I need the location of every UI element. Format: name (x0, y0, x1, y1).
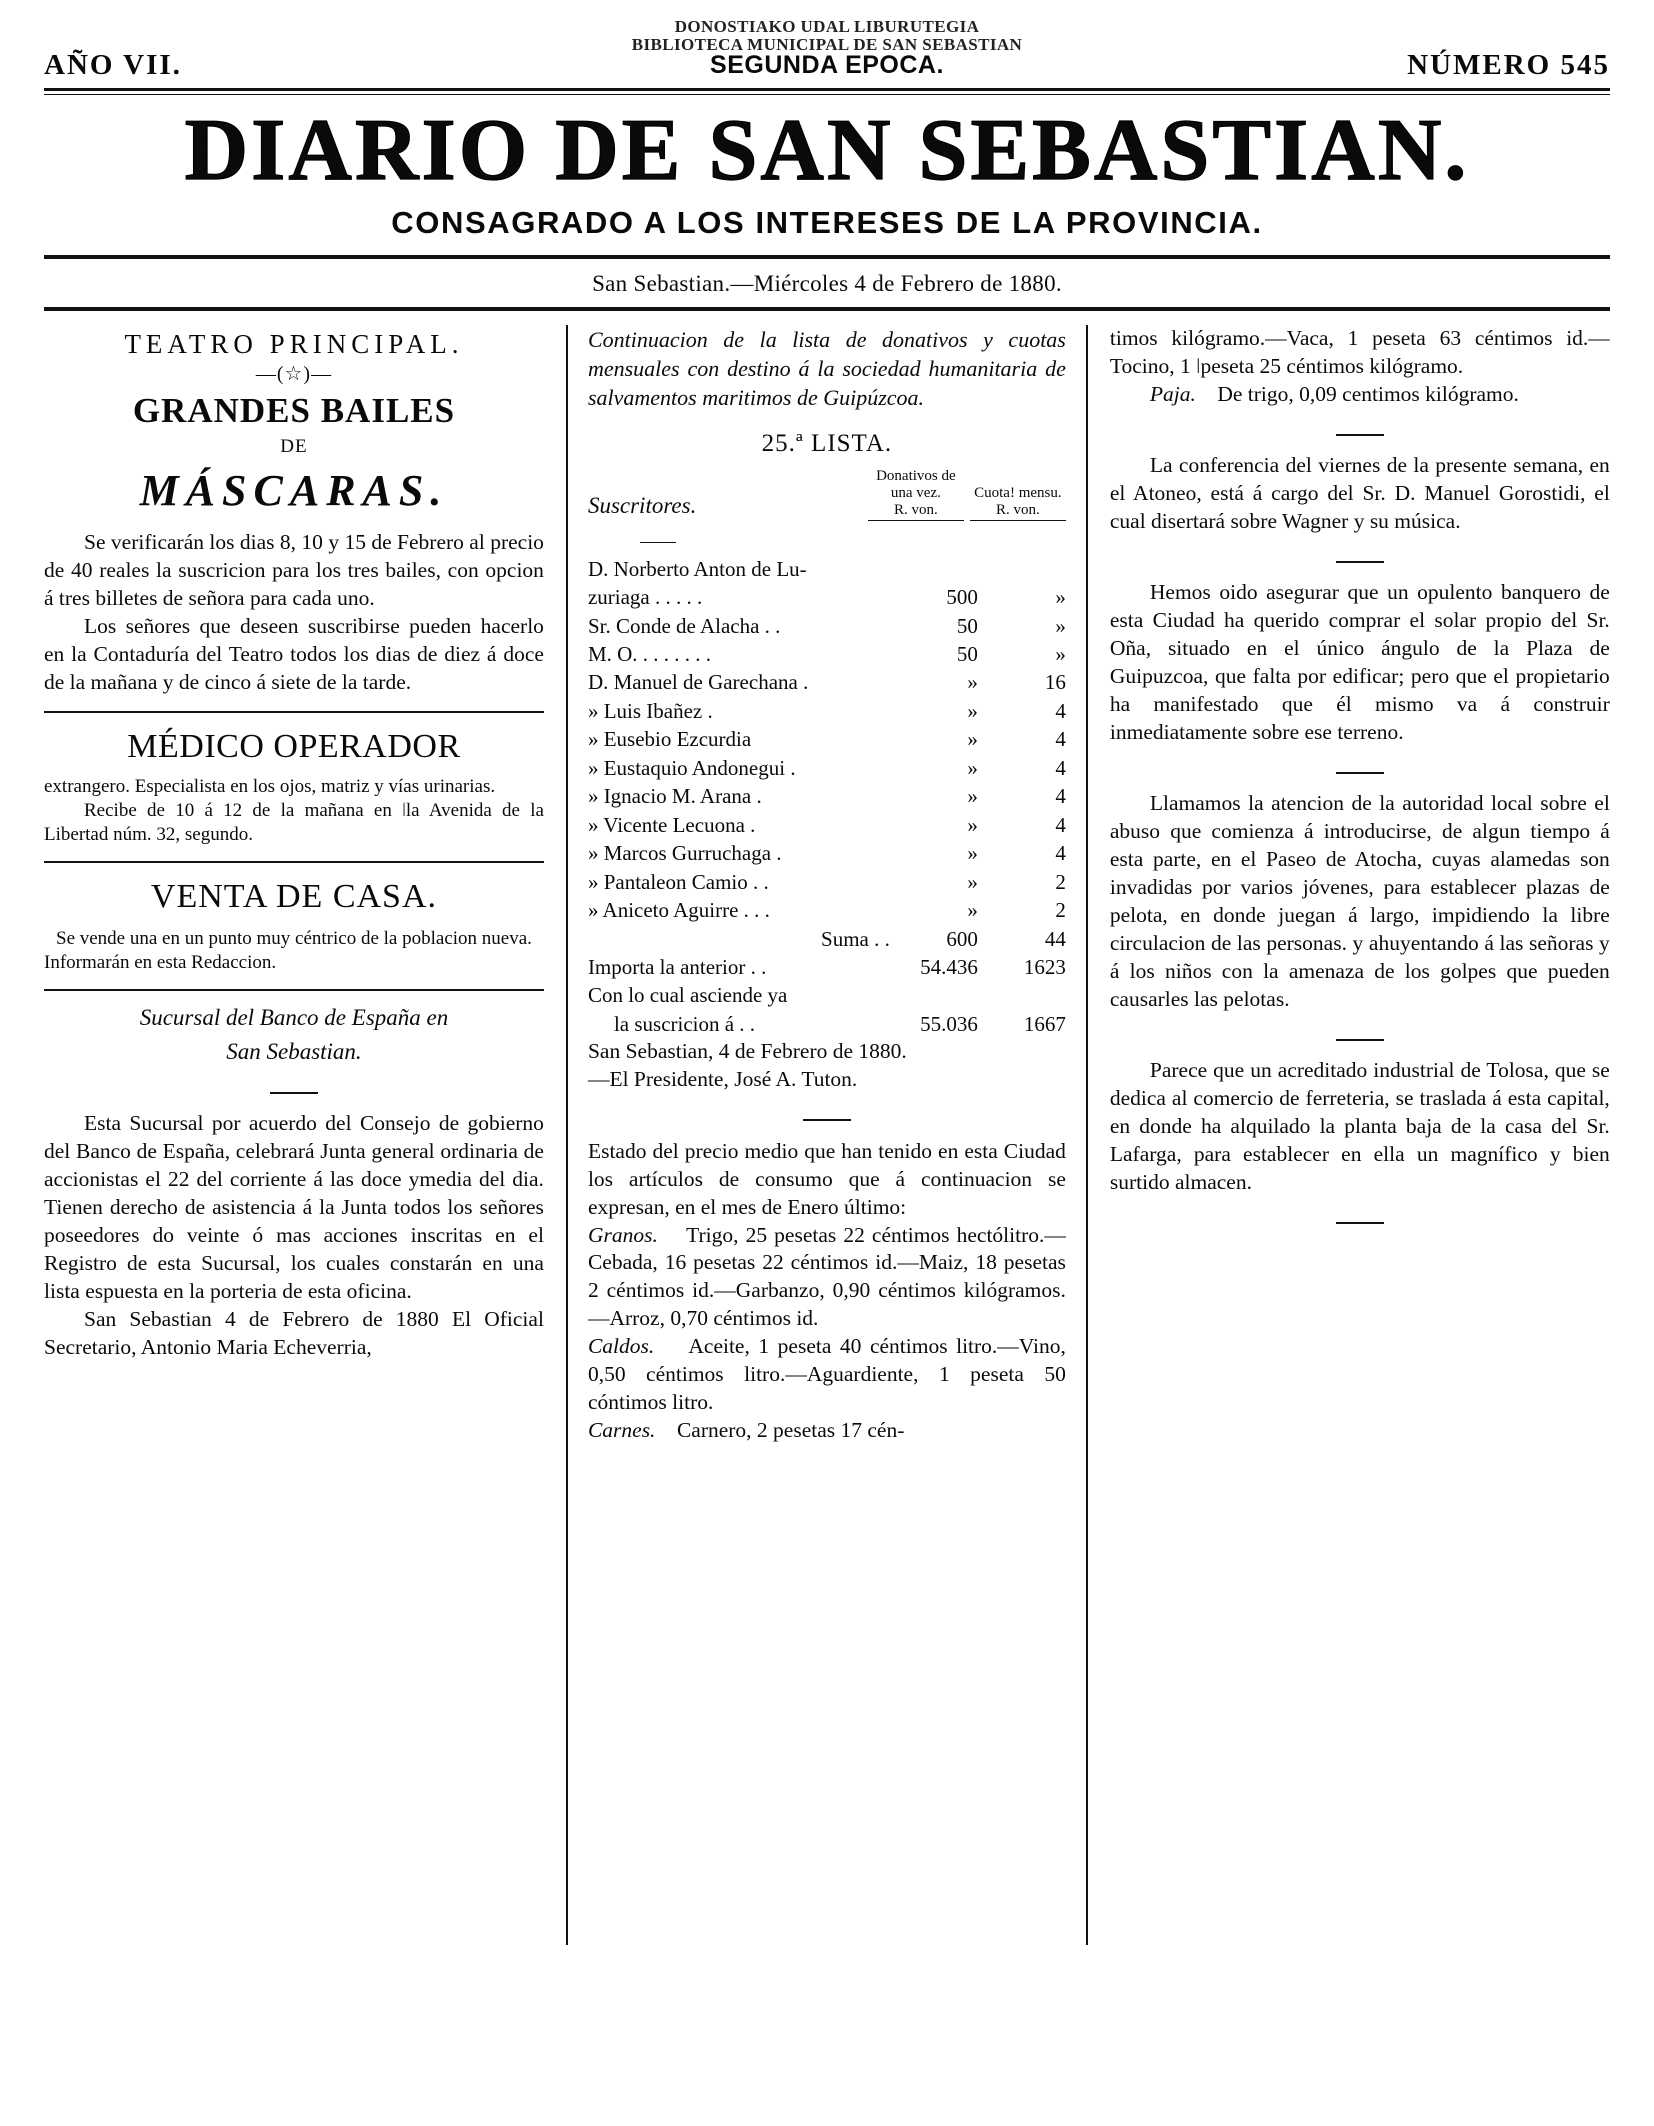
row-donativo: » (967, 755, 978, 780)
dateline: San Sebastian.—Miércoles 4 de Febrero de 1880. (592, 270, 1062, 296)
ad-teatro-paragraph-1: Se verificarán los dias 8, 10 y 15 de Febrero al precio de 40 reales la suscricion para los tres bailes, con opcion á tres billetes de señora para cada uno. (44, 530, 544, 611)
issue-number: NÚMERO 545 (1407, 48, 1610, 81)
row-name-text: » Pantaleon Camio (587, 869, 748, 894)
issue-year: AÑO VII. (44, 48, 182, 81)
row-donativo: » (967, 812, 978, 837)
asciende-label: Con lo cual asciende ya (587, 983, 788, 1008)
carnes-continuation: timos kilógramo.—Vaca, 1 peseta 63 céntimos id.—Tocino, 1 ǀpeseta 25 céntimos kilógramo. (1109, 325, 1610, 378)
row-name (588, 868, 890, 896)
row-cuota: 4 (1055, 812, 1066, 837)
row-leader-dots: . (756, 784, 762, 809)
row-donativo: 50 (956, 613, 978, 638)
ad-venta-paragraph-1: Se vende una en un punto muy céntrico de la poblacion nueva. (56, 928, 532, 949)
row-donativo (890, 555, 978, 583)
columns-area (44, 325, 1610, 1945)
precios-granos-label: Granos. (587, 1222, 658, 1247)
row-cuota: 4 (1055, 755, 1066, 780)
asciende-cuota: 1667 (1023, 1011, 1066, 1036)
suma-cuota: 44 (1044, 926, 1066, 951)
donation-table-head-donativos (868, 468, 964, 520)
row-leader-dots: . (776, 841, 782, 866)
masthead-rule-top (44, 88, 1610, 95)
row-donativo: » (967, 841, 978, 866)
row-leader-dots: . . (764, 613, 781, 638)
row-leader-dots: . . (753, 869, 769, 894)
table-row (588, 725, 1066, 753)
column3-dash-divider-5 (1110, 1207, 1610, 1229)
anterior-cuota: 1623 (1023, 954, 1066, 979)
row-name-text: Sr. Conde de Alacha (587, 613, 760, 638)
page-title: DIARIO DE SAN SEBASTIAN. (184, 101, 1470, 199)
head-donativos-unit: R. von. (893, 501, 938, 518)
row-name (588, 896, 890, 924)
precios-granos-text: Trigo, 25 pesetas 22 céntimos hectólitro.—Cebada, 16 pesetas 22 céntimos id.—Maiz, 18 pesetas 2 céntimos id.—Garbanzo, 0,90 céntimos kilógramos.—Arroz, 0,70 céntimos id. (587, 1222, 1066, 1331)
column1-divider-2 (44, 861, 544, 863)
row-cuota (978, 555, 1066, 583)
table-row (588, 697, 1066, 725)
row-name-text: zuriaga (587, 585, 650, 610)
donation-table-col-label: Suscritores. (587, 492, 697, 518)
donation-table-rule (588, 523, 1066, 551)
column2-dash-divider (588, 1104, 1066, 1126)
ad-medico-operador (44, 725, 544, 847)
library-stamp (44, 18, 1610, 55)
precios-carnes (588, 1417, 1066, 1445)
ad-venta-de-casa (44, 875, 544, 975)
row-cuota: 4 (1055, 784, 1066, 809)
row-name-text: » Vicente Lecuona (587, 812, 745, 837)
column1-divider-1 (44, 711, 544, 713)
precios-paja-label: Paja. (1149, 381, 1196, 406)
column-2 (566, 325, 1088, 1945)
row-name (588, 640, 890, 668)
precios-paja-text: De trigo, 0,09 centimos kilógramo. (1217, 381, 1519, 406)
row-name-text: » Eusebio Ezcurdia (587, 727, 752, 752)
column1-divider-3 (44, 989, 544, 991)
table-row (588, 640, 1066, 668)
row-name (588, 668, 890, 696)
precios-intro: Estado del precio medio que han tenido en esta Ciudad los artículos de consumo que á continuacion se expresan, en el mes de Enero último: (587, 1138, 1066, 1219)
row-leader-dots: . . . . . . . (642, 642, 712, 666)
ad-venta-heading: VENTA DE CASA. (150, 877, 438, 915)
masthead-rule-bottom (44, 307, 1610, 311)
row-name-text: » Ignacio M. Arana (587, 784, 752, 809)
row-donativo: » (967, 784, 978, 809)
table-row (588, 555, 1066, 583)
column3-dash-divider-2 (1110, 546, 1610, 568)
table-row-asciende (588, 1010, 1066, 1038)
library-stamp-line2: BIBLIOTECA MUNICIPAL DE SAN SEBASTIAN (631, 35, 1023, 55)
row-cuota: 2 (1055, 869, 1066, 894)
row-donativo: 50 (956, 642, 978, 666)
precios-caldos-text: Aceite, 1 peseta 40 céntimos litro.—Vino, 0,50 céntimos litro.—Aguardiente, 1 peseta 50 cóntimos litro. (587, 1334, 1066, 1415)
table-row (588, 811, 1066, 839)
banco-dash-divider (44, 1077, 544, 1099)
news-item-3: Llamamos la atencion de la autoridad local sobre el abuso que comienza á introducirse, de algun tiempo á esta parte, en el Paseo de Atocha, cuyas alamedas son invadidas por varios jóvenes, para establecer plazas de pelota, en donde juegan á largo, impidiendo la libre circulacion de las personas. y ahuyentando á las señoras y á los niños con la amenaza de los golpes que pueden causarles las pelotas. (1109, 791, 1610, 1012)
row-cuota: » (1055, 642, 1066, 666)
suma-label: Suma . . (821, 926, 890, 951)
row-donativo: » (967, 670, 978, 695)
row-name (588, 754, 890, 782)
precios-caldos-label: Caldos. (587, 1334, 655, 1359)
anterior-label: Importa la anterior . . (587, 954, 767, 979)
precios-paja (1110, 381, 1610, 409)
row-cuota: 2 (1055, 898, 1066, 923)
column3-dash-divider-3 (1110, 757, 1610, 779)
table-row-anterior (588, 953, 1066, 981)
row-leader-dots: . . . . . (654, 585, 703, 610)
precios-carnes-text: Carnero, 2 pesetas 17 cén- (676, 1418, 905, 1443)
page-subtitle: CONSAGRADO A LOS INTERESES DE LA PROVINCIA. (391, 204, 1263, 240)
head-cuota-text: Cuota! mensu. (974, 485, 1062, 502)
ad-medico-paragraph-2: Recibe de 10 á 12 de la mañana en ǀla Avenida de la Libertad núm. 32, segundo. (44, 799, 544, 845)
row-name-text: » Eustaquio Andonegui (587, 755, 786, 780)
row-cuota: 16 (1044, 670, 1066, 695)
suma-donativo: 600 (946, 926, 978, 951)
donation-signature (588, 1038, 1066, 1094)
table-row (588, 612, 1066, 640)
row-name (588, 612, 890, 640)
ad-teatro-principal (44, 327, 544, 697)
row-cuota: 4 (1055, 727, 1066, 752)
row-donativo: » (967, 869, 978, 894)
ad-teatro-heading2: GRANDES BAILES (132, 390, 456, 430)
row-name (588, 782, 890, 810)
banco-paragraph-1: Esta Sucursal por acuerdo del Consejo de gobierno del Banco de España, celebrará Junta general ordinaria de accionistas el 22 del corriente á las doce ymedia del dia. Tienen derecho de asistencia á la Junta todos los señores poseedores do veinte ó mas acciones inscritas en el Registro de esta Sucursal, los cuales constarán en una lista espuesta en la porteria de esta oficina. (44, 1111, 544, 1303)
donation-table-head-cuota (970, 485, 1066, 521)
donation-table (588, 555, 1066, 1039)
anterior-donativo: 54.436 (920, 954, 978, 979)
row-donativo: » (967, 898, 978, 923)
news-item-1: La conferencia del viernes de la presente semana, en el Atoneo, está á cargo del Sr. D. Manuel Gorostidi, el cual disertará sobre Wagner y su música. (1109, 453, 1610, 533)
column3-dash-divider-4 (1110, 1024, 1610, 1046)
ornament-icon: —(☆)— (255, 362, 333, 385)
column3-dash-divider-1 (1110, 419, 1610, 441)
row-name (588, 811, 890, 839)
row-name (588, 839, 890, 867)
table-row (588, 896, 1066, 924)
table-row-asciende-label (588, 981, 1066, 1009)
row-name: D. Norberto Anton de Lu- (587, 556, 807, 581)
row-name (588, 697, 890, 725)
column-1 (44, 325, 566, 1945)
signature-line-1: San Sebastian, 4 de Febrero de 1880. (587, 1039, 907, 1064)
row-name (588, 583, 890, 611)
precios-carnes-label: Carnes. (587, 1418, 656, 1443)
donation-list-intro: Continuacion de la lista de donativos y cuotas mensuales con destino á la sociedad humanitaria de salvamentos maritimos de Guipúzcoa. (587, 326, 1066, 410)
asciende-label2: la suscricion á . . (613, 1011, 756, 1036)
row-name-text: » Aniceto Aguirre (587, 898, 739, 923)
banco-heading-line2: San Sebastian. (226, 1038, 362, 1064)
row-donativo: 500 (946, 585, 978, 610)
ad-teatro-heading3: MÁSCARAS. (139, 466, 449, 515)
ad-medico-paragraph-1: extrangero. Especialista en los ojos, matriz y vías urinarias. (44, 776, 496, 797)
row-name (588, 725, 890, 753)
table-row (588, 668, 1066, 696)
ad-teatro-de: DE (280, 436, 308, 458)
precios-granos (588, 1222, 1066, 1334)
row-cuota: » (1055, 585, 1066, 610)
donation-list-title: 25.ª LISTA. (761, 429, 893, 457)
asciende-donativo: 55.036 (920, 1011, 978, 1036)
table-row (588, 868, 1066, 896)
row-name-text: M. O. (587, 642, 638, 666)
ad-teatro-paragraph-2: Los señores que deseen suscribirse pueden hacerlo en la Contaduría del Teatro todos los dias de diez á doce de la mañana y de cinco á siete de la tarde. (44, 614, 544, 694)
row-donativo: » (967, 727, 978, 752)
row-cuota: 4 (1055, 698, 1066, 723)
news-item-2: Hemos oido asegurar que un opulento banquero de esta Ciudad ha querido comprar el solar propio del Sr. Oña, situado en el único ángulo de la Plaza de Guipuzcoa, que falta por edificar; pero que el propietario ha manifestado que él mismo va á construir inmediatamente sobre ese terreno. (1109, 580, 1610, 745)
signature-line-2: —El Presidente, José A. Tuton. (587, 1067, 858, 1092)
row-leader-dots: . (707, 698, 713, 723)
table-row (588, 754, 1066, 782)
table-row (588, 583, 1066, 611)
banco-heading-line1: Sucursal del Banco de España en (139, 1004, 449, 1030)
library-stamp-line1: DONOSTIAKO UDAL LIBURUTEGIA (674, 17, 980, 36)
row-leader-dots: . (790, 755, 796, 780)
donation-table-header (588, 468, 1066, 520)
ad-teatro-heading: TEATRO PRINCIPAL. (124, 328, 464, 359)
head-cuota-unit: R. von. (995, 501, 1040, 518)
precios-caldos (588, 1333, 1066, 1417)
ad-venta-paragraph-2: Informarán en esta Redaccion. (44, 951, 277, 973)
row-leader-dots: . . . (743, 898, 770, 923)
issue-epoch: SEGUNDA EPOCA. (710, 50, 944, 79)
head-donativos-text: Donativos de una vez. (876, 468, 956, 502)
notice-banco-espana (44, 1003, 544, 1362)
row-name-text: » Luis Ibañez (587, 698, 703, 723)
banco-paragraph-2: San Sebastian 4 de Febrero de 1880 El Oficial Secretario, Antonio Maria Echeverria, (44, 1306, 544, 1359)
row-name-text: » Marcos Gurruchaga (587, 841, 772, 866)
table-row-suma (588, 925, 1066, 953)
column-3 (1088, 325, 1610, 1945)
table-row (588, 839, 1066, 867)
table-row (588, 782, 1066, 810)
row-name-text: D. Manuel de Garechana (587, 670, 798, 695)
row-cuota: 4 (1055, 841, 1066, 866)
news-item-4: Parece que un acreditado industrial de Tolosa, que se dedica al comercio de ferreteria, se traslada á esta capital, en donde ha alquilado la planta baja de la casa del Sr. Lafarga, para establecer en ella un magnífico y bien surtido almacen. (1109, 1058, 1610, 1195)
precios-section (588, 1138, 1066, 1445)
row-cuota: » (1055, 613, 1066, 638)
row-donativo: » (967, 698, 978, 723)
row-leader-dots: . (750, 812, 756, 837)
ad-medico-heading: MÉDICO OPERADOR (127, 727, 461, 765)
row-leader-dots: . (803, 670, 809, 695)
